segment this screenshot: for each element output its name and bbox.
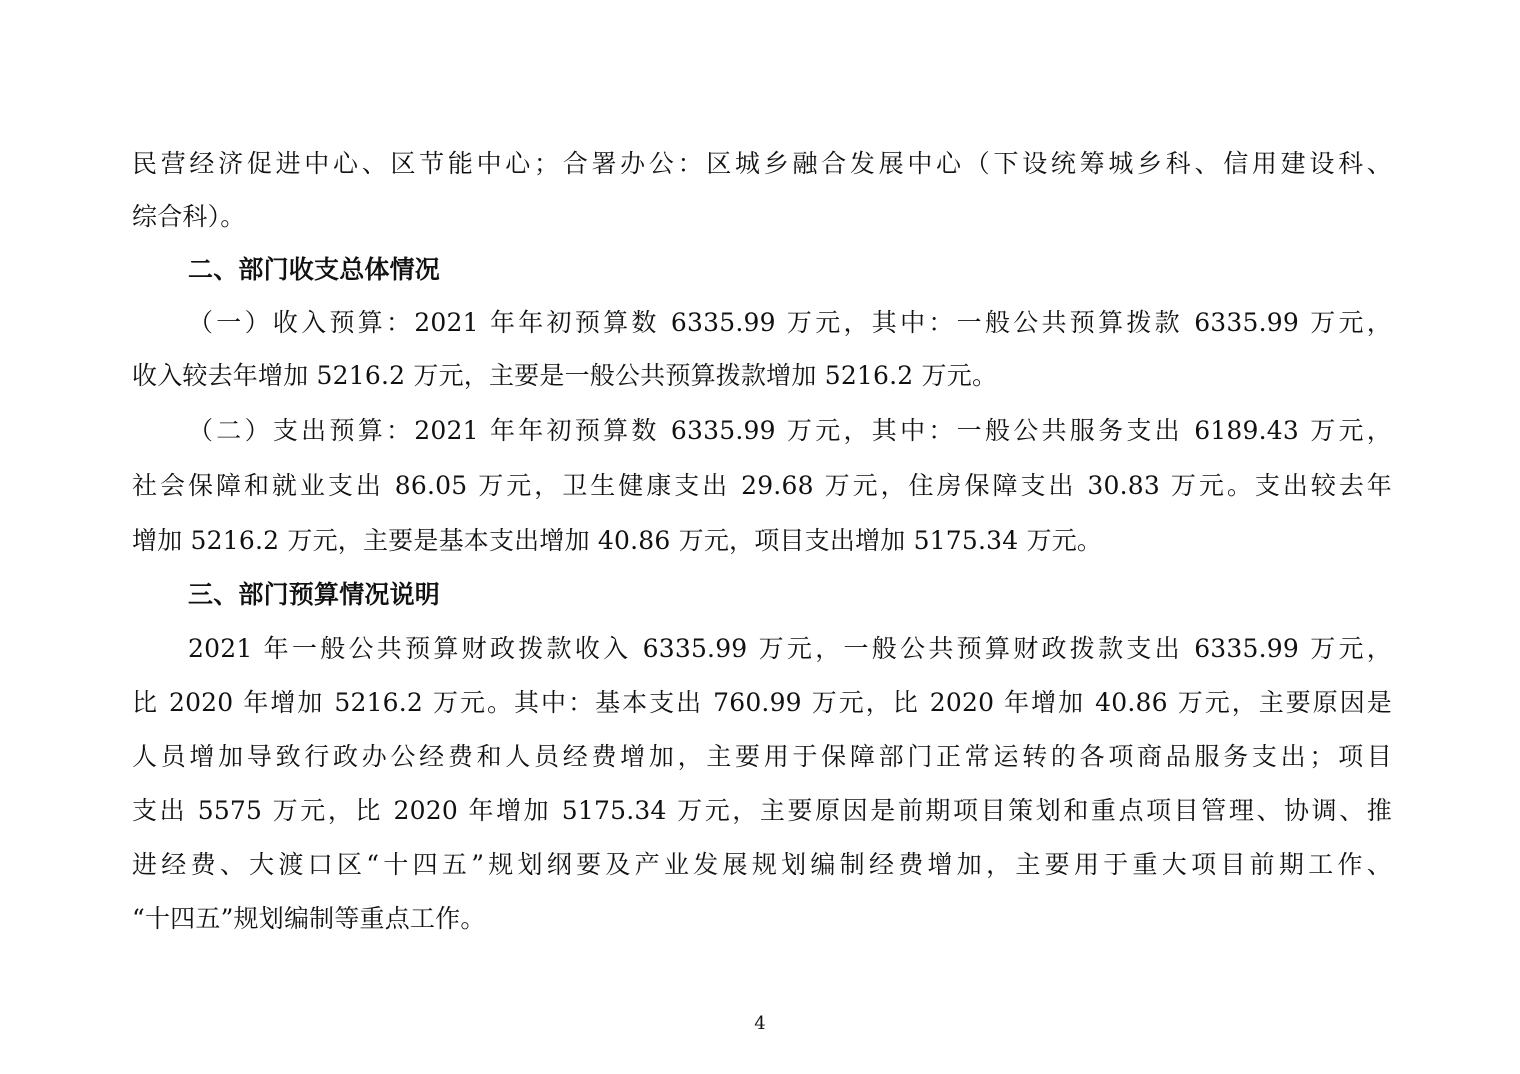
section-heading: 二、部门收支总体情况: [188, 255, 441, 284]
paragraph-line: 综合科）。: [132, 202, 246, 231]
page-number: 4: [754, 1013, 766, 1034]
section-heading: 三、部门预算情况说明: [188, 580, 441, 609]
paragraph-line: 收入较去年增加 5216.2 万元，主要是一般公共预算拨款增加 5216.2 万元。: [132, 361, 998, 390]
paragraph-line: “十四五”规划编制等重点工作。: [132, 904, 486, 933]
paragraph-line: 2021 年一般公共预算财政拨款收入 6335.99 万元，一般公共预算财政拨款支出 6335.99 万元，: [188, 634, 1392, 663]
paragraph-line: 增加 5216.2 万元，主要是基本支出增加 40.86 万元，项目支出增加 5175.34 万元。: [132, 526, 1103, 555]
paragraph-line: 进经费、大渡口区“十四五”规划纲要及产业发展规划编制经费增加，主要用于重大项目前期工作、: [132, 850, 1392, 879]
paragraph-line: （二）支出预算：2021 年年初预算数 6335.99 万元，其中：一般公共服务支出 6189.43 万元，: [188, 416, 1392, 445]
paragraph-line: （一）收入预算：2021 年年初预算数 6335.99 万元，其中：一般公共预算拨款 6335.99 万元，: [188, 308, 1392, 337]
paragraph-line: 人员增加导致行政办公经费和人员经费增加，主要用于保障部门正常运转的各项商品服务支出；项目: [132, 742, 1392, 771]
paragraph-line: 比 2020 年增加 5216.2 万元。其中：基本支出 760.99 万元，比 2020 年增加 40.86 万元，主要原因是: [132, 688, 1392, 717]
paragraph-line: 社会保障和就业支出 86.05 万元，卫生健康支出 29.68 万元，住房保障支出 30.83 万元。支出较去年: [132, 471, 1392, 500]
paragraph-line: 支出 5575 万元，比 2020 年增加 5175.34 万元，主要原因是前期项目策划和重点项目管理、协调、推: [132, 796, 1392, 825]
paragraph-line: 民营经济促进中心、区节能中心；合署办公：区城乡融合发展中心（下设统筹城乡科、信用建设科、: [132, 149, 1392, 178]
